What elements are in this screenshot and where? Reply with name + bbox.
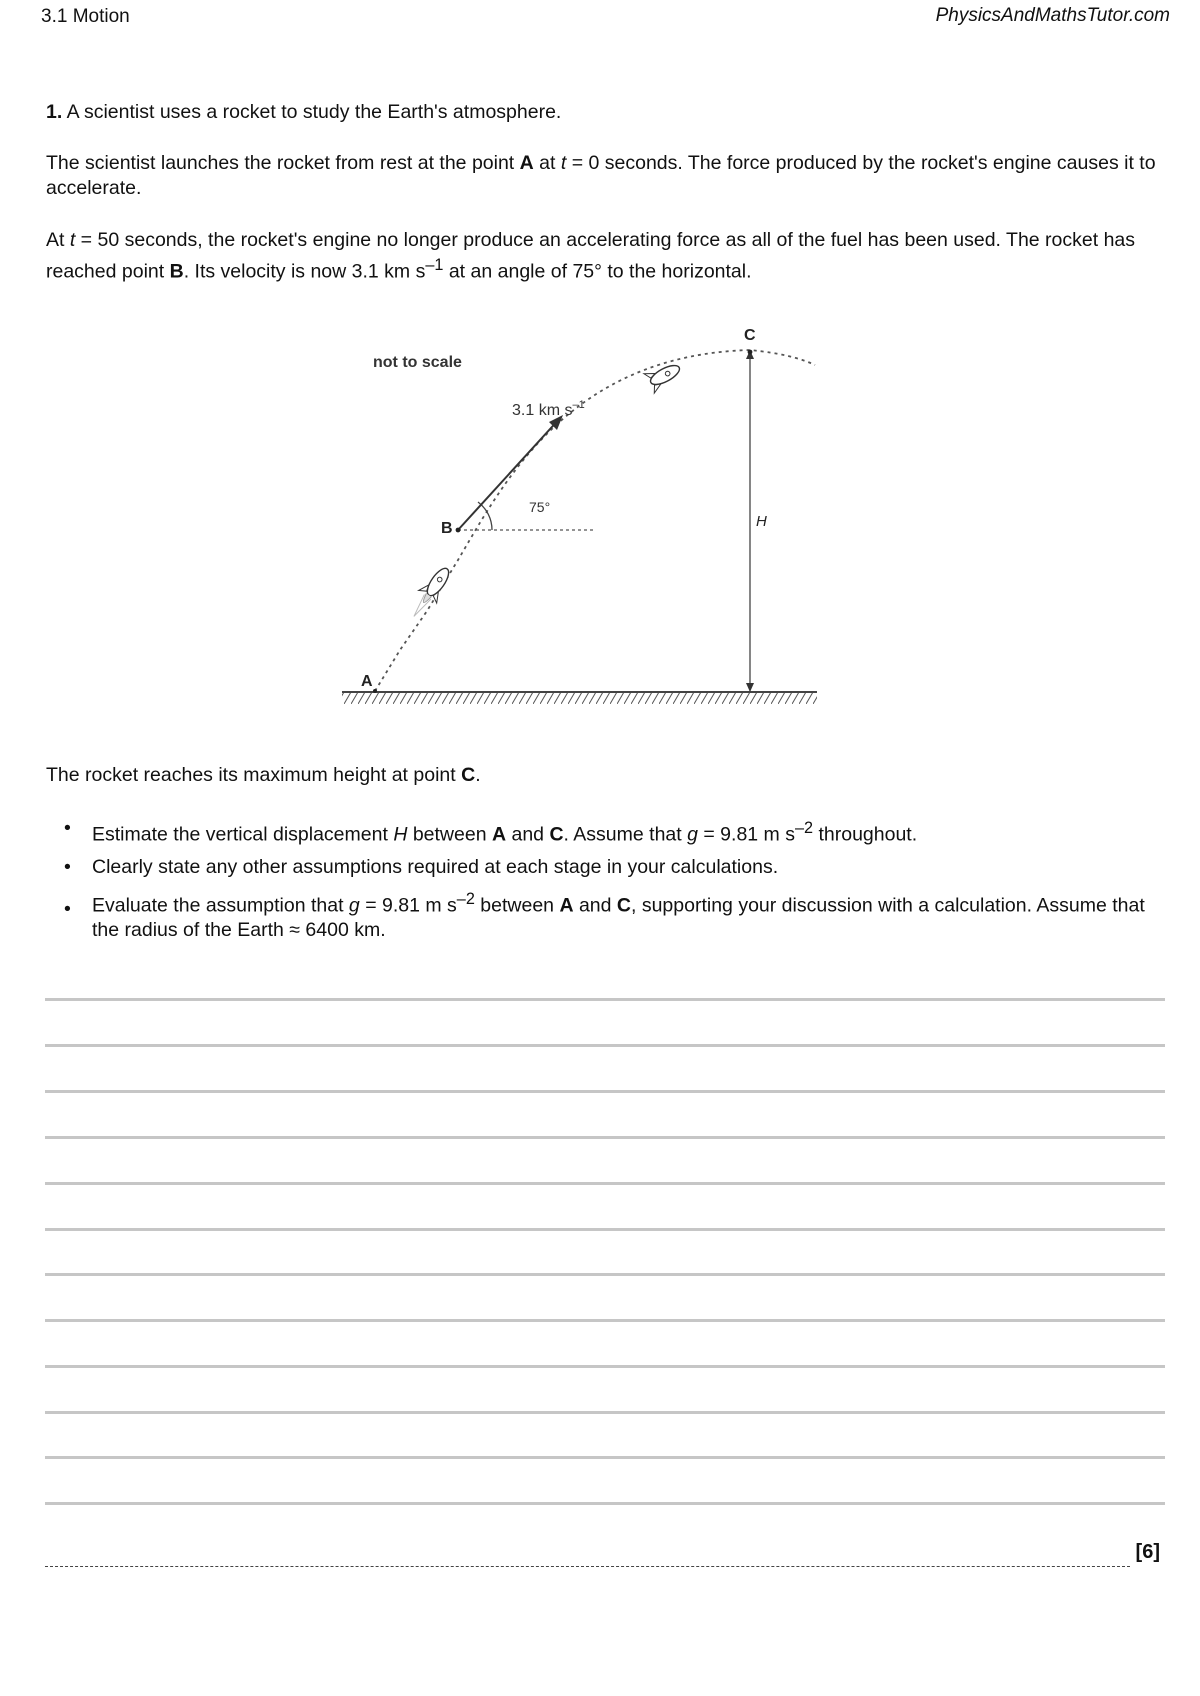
point-b-label: B [441,520,453,537]
question-intro-text: A scientist uses a rocket to study the Earth's atmosphere. [66,101,562,123]
point-a-marker [373,689,377,693]
time-symbol: t [560,152,567,174]
point-c-ref: C [616,894,631,916]
text-span: throughout. [813,823,918,846]
answer-line [45,1502,1165,1505]
text-span: Evaluate the assumption that [92,894,349,916]
height-h-label: H [756,513,767,530]
unit-superscript: –1 [425,256,444,274]
page-header-site: PhysicsAndMathsTutor.com [935,5,1170,26]
marks-total: [6] [1135,1541,1160,1563]
answer-line [45,1182,1165,1185]
point-b-ref: B [169,260,184,283]
bullet-dot: • [64,855,71,878]
answer-line [45,1136,1165,1139]
rocket-lower-icon [405,563,456,623]
text-span: Clearly state any other assumptions required at each stage in your calculations. [92,855,779,878]
question-number: 1. [46,101,63,123]
ground-hatching [342,693,817,704]
text-span: between [407,823,492,846]
unit-superscript: –2 [456,889,475,908]
task-bullet-assumptions [46,855,1156,880]
height-symbol: H [393,823,408,846]
answer-line [45,1044,1165,1047]
point-a-label: A [361,673,373,690]
text-span: at an angle of 75° to the horizontal. [443,260,752,283]
answer-line [45,1411,1165,1414]
angle-label: 75° [529,499,551,515]
text-span: = 9.81 m s [697,823,795,846]
final-answer-line [45,1566,1130,1567]
rocket-trajectory-diagram [330,320,830,715]
task-bullet-evaluate [46,887,1156,944]
point-b-marker [456,528,461,533]
question-intro [46,100,1156,125]
text-span: . Its velocity is now 3.1 km s [183,260,426,283]
task-bullet-list [46,816,1156,950]
text-span: and [573,894,617,916]
point-c-label: C [744,327,756,344]
answer-line [45,1090,1165,1093]
unit-superscript: –2 [794,819,814,837]
text-span: The scientist launches the rocket from rest at the point [46,152,520,174]
bullet-dot: • [64,817,71,839]
answer-line [45,1456,1165,1459]
point-c-ref: C [549,823,564,846]
answer-line [45,1273,1165,1276]
text-span: and [506,823,550,846]
answer-line [45,1319,1165,1322]
velocity-value: 3.1 km s [512,402,573,419]
question-paragraph-max-height [46,763,1156,788]
time-symbol: t [69,229,76,251]
point-a-ref: A [559,894,574,916]
point-a-ref: A [519,152,534,174]
page-header-topic: 3.1 Motion [41,6,130,27]
not-to-scale-label: not to scale [373,354,462,371]
gravity-symbol: g [687,823,698,846]
question-paragraph-burnout [46,228,1156,285]
bullet-dot: • [64,897,71,920]
text-span: At [46,229,70,251]
answer-line [45,1365,1165,1368]
text-span: = 9.81 m s [359,894,457,916]
text-span: = 50 seconds, the rocket's engine no longer produce an accelerating force as all of the fuel has been used. The rocket has reached point [46,229,1136,283]
answer-line [45,998,1165,1001]
text-span: Estimate the vertical displacement [92,823,394,846]
text-span: The rocket reaches its maximum height at point [46,764,462,786]
velocity-unit-superscript: –1 [572,399,585,411]
text-span: between [474,894,560,916]
point-c-marker [748,350,753,355]
task-bullet-estimate [46,816,1156,848]
text-span: . [475,764,481,786]
point-c-ref: C [461,764,476,786]
point-a-ref: A [491,823,507,846]
question-paragraph-launch [46,151,1156,201]
text-span: at [533,152,561,174]
gravity-symbol: g [348,894,360,916]
text-span: . Assume that [563,823,688,846]
answer-line [45,1228,1165,1231]
height-arrow-bottom [746,683,754,692]
velocity-label [512,399,585,419]
text-span: = 0 seconds. The force produced by the rocket's engine causes it to accelerate. [46,152,1156,199]
text-span: , supporting your discussion with a calculation. Assume that the radius of the Earth ≈ 6400 km. [92,894,1145,941]
